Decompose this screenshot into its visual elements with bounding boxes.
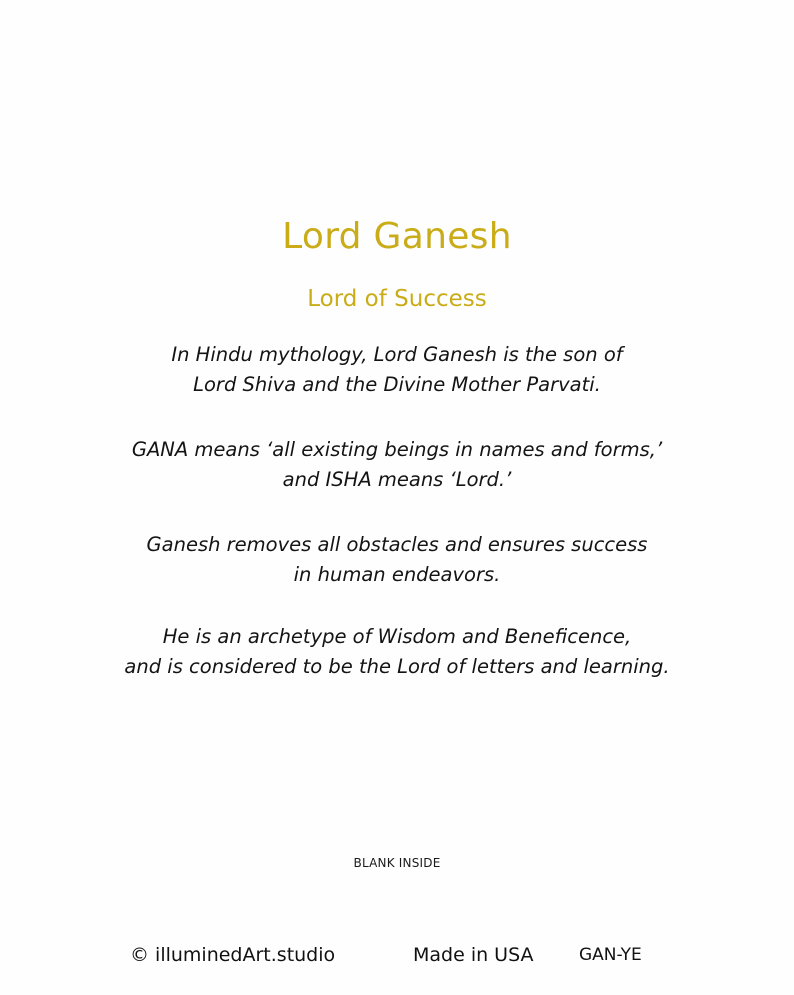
paragraph-origin (0, 340, 794, 400)
blank-inside-note: BLANK INSIDE (353, 856, 441, 870)
card-title: Lord Ganesh (282, 216, 512, 257)
paragraph-obstacles (0, 530, 794, 590)
paragraph-meaning (0, 435, 794, 495)
made-in-text: Made in USA (413, 944, 534, 966)
paragraph-line: Ganesh removes all obstacles and ensures success (146, 533, 648, 556)
paragraph-line: and is considered to be the Lord of letters and learning. (124, 655, 670, 678)
paragraph-line: in human endeavors. (293, 563, 501, 586)
product-code: GAN-YE (579, 945, 642, 965)
paragraph-line: He is an archetype of Wisdom and Beneficence, (162, 625, 632, 648)
copyright-text: © illuminedArt.studio (130, 944, 336, 966)
paragraph-line: GANA means ‘all existing beings in names and forms,’ (131, 438, 663, 461)
paragraph-line: and ISHA means ‘Lord.’ (282, 468, 512, 491)
paragraph-archetype (0, 622, 794, 682)
paragraph-line: In Hindu mythology, Lord Ganesh is the son of (171, 343, 623, 366)
paragraph-line: Lord Shiva and the Divine Mother Parvati. (193, 373, 601, 396)
card-subtitle: Lord of Success (307, 286, 487, 312)
